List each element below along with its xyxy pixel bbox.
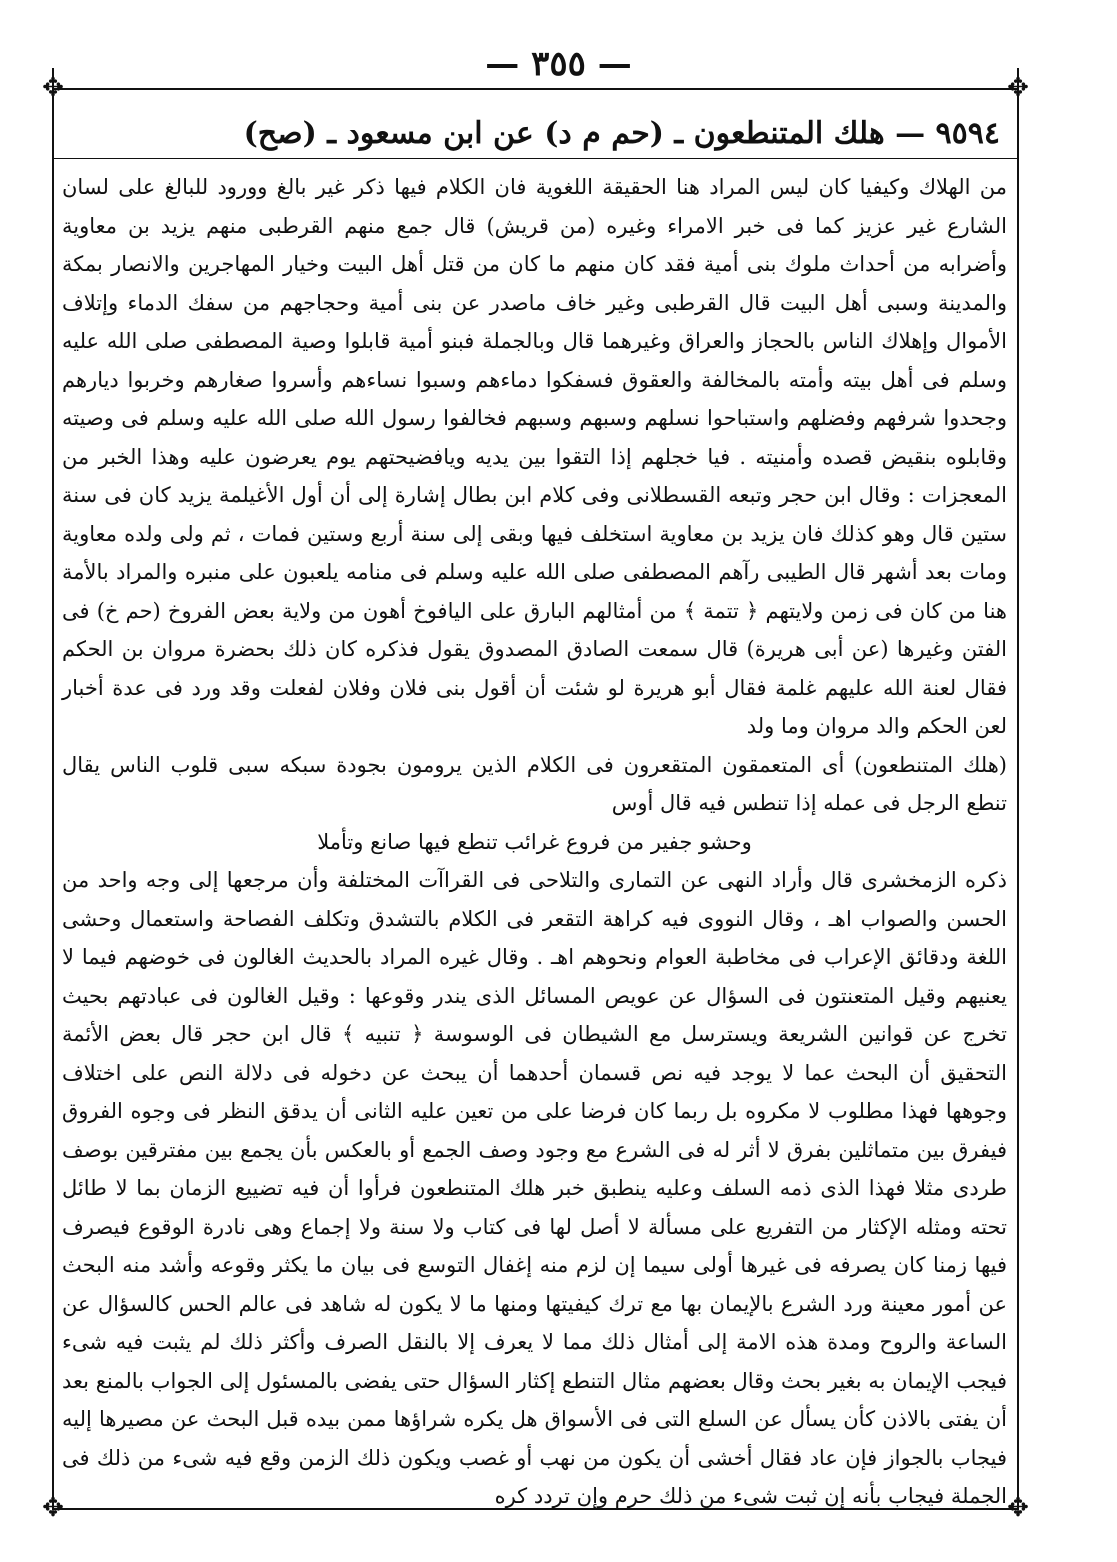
right-border-line: [1017, 68, 1019, 1508]
poetry-verse: وحشو جفير من فروع غرائب تنطع فيها صانع وتأملا: [317, 829, 752, 854]
left-border-line: [52, 68, 54, 1508]
commentary-paragraph: من الهلاك وكيفيا كان ليس المراد هنا الحقيقة اللغوية فان الكلام فيها ذكر غير بالغ وورود للبالغ على لسان الشارع غير عزيز كما فى خبر الامراء وغيره (من قريش) قال جمع منهم القرطبى منهم يزيد بن معاوية وأضرابه من أحداث ملوك بنى أمية فقد كان منهم ما كان من قتل أهل البيت وخيار المهاجرين والانصار بمكة والمدينة وسبى أهل البيت قال القرطبى وغير خاف ماصدر عن بنى أمية وحجاجهم من سفك الدماء وإتلاف الأموال وإهلاك الناس بالحجاز والعراق وغيرهما قال وبالجملة فبنو أمية قابلوا وصية المصطفى صلى الله عليه وسلم فى أهل بيته وأمته بالمخالفة والعقوق فسفكوا دماءهم وسبوا نساءهم وأسروا صغارهم وخربوا ديارهم وجحدوا شرفهم وفضلهم واستباحوا نسلهم وسبهم وسبهم فخالفوا رسول الله صلى الله عليه وسلم فى وصيته وقابلوه بنقيض قصده وأمنيته . فيا خجلهم إذا التقوا بين يديه ويافضيحتهم يوم يعرضون عليه وهذا الخبر من المعجزات : وقال ابن حجر وتبعه القسطلانى وفى كلام ابن بطال إشارة إلى أن أول الأغيلمة يزيد كان فى سنة ستين قال وهو كذلك فان يزيد بن معاوية استخلف فيها وبقى إلى سنة أربع وستين فمات ، ثم ولى ولده معاوية ومات بعد أشهر قال الطيبى رآهم المصطفى صلى الله عليه وسلم فى منامه يلعبون على منبره والمراد بالأمة هنا من كان فى زمن ولايتهم ﴿ تتمة ﴾ من أمثالهم البارق على اليافوخ أهون من ولاية بعض الفروخ (حم خ) فى الفتن وغيرها (عن أبى هريرة) قال سمعت الصادق المصدوق يقول فذكره كان ذلك بحضرة مروان بن الحكم فقال لعنة الله عليهم غلمة فقال أبو هريرة لو شئت أن أقول بنى فلان وفلان لفعلت وقد ورد فى عدة أخبار لعن الحكم والد مروان وما ولد: [62, 175, 1007, 738]
header-divider: [52, 158, 1019, 159]
page-number: — ٣٥٥ —: [485, 44, 632, 84]
ornament-icon: ✥: [42, 73, 64, 103]
ornament-icon: ✥: [1007, 73, 1029, 103]
commentary-paragraph: (هلك المتنطعون) أى المتعمقون المتقعرون فى الكلام الذين يرومون بجودة سبكه سبى قلوب الناس يقال تنطع الرجل فى عمله إذا تنطس فيه قال أوس: [62, 752, 1007, 815]
commentary-paragraph: ذكره الزمخشرى قال وأراد النهى عن التمارى والتلاحى فى القراآت المختلفة وأن مرجعها إلى وجه واحد من الحسن والصواب اهـ ، وقال النووى فيه كراهة التقعر فى الكلام بالتشدق وتكلف الفصاحة واستعمال وحشى اللغة ودقائق الإعراب فى مخاطبة العوام ونحوهم اهـ . وقال غيره المراد بالحديث الغالون فى خوضهم فيما لا يعنيهم وقيل المتعنتون فى السؤال عن عويص المسائل الذى يندر وقوعها : وقيل الغالون فى عبادتهم بحيث تخرج عن قوانين الشريعة ويسترسل مع الشيطان فى الوسوسة ﴿ تنبيه ﴾ قال ابن حجر قال بعض الأئمة التحقيق أن البحث عما لا يوجد فيه نص قسمان أحدهما أن يبحث عن دخوله فى دلالة النص على اختلاف وجوهها فهذا مطلوب لا مكروه بل ربما كان فرضا على من تعين عليه الثانى أن يدقق النظر فى وجوه الفروق فيفرق بين متماثلين بفرق لا أثر له فى الشرع مع وجود وصف الجمع أو بالعكس بأن يجمع بين مفترقين بوصف طردى مثلا فهذا الذى ذمه السلف وعليه ينطبق خبر هلك المتنطعون فرأوا أن فيه تضييع الزمان بما لا طائل تحته ومثله الإكثار من التفريع على مسألة لا أصل لها فى كتاب ولا سنة ولا إجماع وهى نادرة الوقوع فيصرف فيها زمنا كان يصرفه فى غيرها أولى سيما إن لزم منه إغفال التوسع فى بيان ما يكثر وقوعه وأشد منه البحث عن أمور معينة ورد الشرع بالإيمان بها مع ترك كيفيتها ومنها ما لا يكون له شاهد فى عالم الحس كالسؤال عن الساعة والروح ومدة هذه الامة إلى أمثال ذلك مما لا يعرف إلا بالنقل الصرف وأكثر ذلك لم يثبت فيه شىء فيجب الإيمان به بغير بحث وقال بعضهم مثال التنطع إكثار السؤال حتى يفضى بالمسئول إلى الجواب بالمنع بعد أن يفتى بالاذن كأن يسأل عن السلع التى فى الأسواق هل يكره شراؤها ممن بيده قبل البحث عن مصيرها إليه فيجاب بالجواز فإن عاد فقال أخشى أن يكون من نهب أو غصب ويكون ذلك الزمن وقع فيه شىء من ذلك فى الجملة فيجاب بأنه إن ثبت شىء من ذلك حرم وإن تردد كره: [62, 868, 1007, 1508]
top-border-line: [52, 88, 1019, 90]
commentary-body: [62, 168, 1007, 1516]
ornament-icon: ✥: [42, 1493, 64, 1523]
hadith-entry-header: ٩٥٩٤ — هلك المتنطعون ـ (حم م د) عن ابن مسعود ـ (صح): [243, 116, 1000, 151]
ornament-icon: ✥: [1007, 1493, 1029, 1523]
